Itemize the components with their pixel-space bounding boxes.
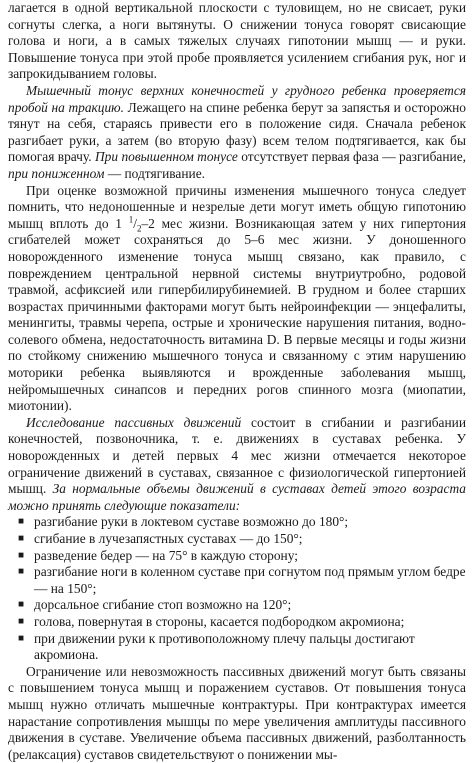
joint-range-list bbox=[8, 514, 466, 663]
traction-text-2: отсутствует первая фаза — разгибание, bbox=[237, 149, 466, 165]
list-item bbox=[8, 614, 466, 631]
bullet-square-icon: ■ bbox=[18, 599, 25, 611]
passive-text-1: состоит в сгибании и разгибании конечностей, позвоночника, т. е. движениях в суставах ребенка. У новорожденных и детей первых 4 мес жизни отмечается некоторое ограничение движений в суставах, связанное с физиологической гипертонией мышц. bbox=[8, 414, 466, 497]
paragraph-tone-causes: При оценке возможной причины изменения мышечного тонуса следует помнить, что недоношенные и незрелые дети могут иметь общую гипотонию мышц вплоть до 1 $^1/_2-2$ мес жизни. Возникающая затем у них гипертония сгибателей может сохраняться до 5–6 мес жизни. У доношенного новорожденного изменение тонуса мышц связано, как правило, с повреждением центральной нервной системы внутриутробно, родовой травмой, асфиксией или гипербилирубинемией. В грудном и более старших возрастах причинными факторами могут быть нейроинфекции — энцефалиты, менингиты, травмы черепа, острые и хронические нарушения питания, водно-солевого обмена, недостаточность витамина D. В первые месяцы и годы жизни по стойкому снижению мышечного тонуса и связанному с этим нарушению моторики ребенка выявляются и врожденные заболевания мышц, нейромышечных синапсов и передних рогов спинного мозга (миопатии, миотонии). bbox=[8, 182, 466, 414]
emphasis-normal-ranges: За нормальные объемы движений в суставах детей этого возраста можно принять следующие показатели: bbox=[8, 481, 466, 513]
list-item-text: разведение бедер — на 75° в каждую сторону; bbox=[34, 547, 298, 563]
fraction-numerator: 1 bbox=[128, 214, 134, 225]
bullet-square-icon: ■ bbox=[18, 533, 25, 544]
paragraph-muscle-tone-test: лагается в одной вертикальной плоскости с туловищем, но не свисает, руки согнуты слегка, а ноги вытянуты. О снижении тонуса говорят свисающие голова и ноги, а в самых тяжелых случаях гипотонии мышц — и руки. Повышение тонуса при этой пробе проявляется усилением сгибания рук, ног и запрокидыванием головы. bbox=[8, 0, 466, 82]
causes-text-2: –2 мес жизни. Возникающая затем у них гипертония сгибателей может сохраняться до 5–6 мес жизни. У доношенного новорожденного изменение тонуса мышц связано, как правило, с повреждением центральной нервной системы внутриутробно, родовой травмой, асфиксией или гипербилирубинемией. В грудном и более старших возрастах причинными факторами могут быть нейроинфекции — энцефалиты, менингиты, травмы черепа, острые и хронические нарушения питания, водно-солевого обмена, недостаточность витамина D. В первые месяцы и годы жизни по стойкому снижению мышечного тонуса и связанному с этим нарушению моторики ребенка выявляются и врожденные заболевания мышц, нейромышечных синапсов и передних рогов спинного мозга (миопатии, миотонии). bbox=[8, 215, 466, 414]
causes-text-1: При оценке возможной причины изменения мышечного тонуса следует помнить, что недоношенные и незрелые дети могут иметь общую гипотонию мышц вплоть до 1 bbox=[8, 182, 466, 231]
list-item-text: при движении руки к противоположному плечу пальцы достигают акромиона. bbox=[34, 630, 415, 663]
bullet-square-icon: ■ bbox=[18, 549, 25, 561]
emphasis-decreased-tone: при пониженном bbox=[8, 165, 105, 181]
list-item bbox=[8, 548, 466, 565]
paragraph-passive-movements bbox=[8, 415, 466, 515]
fraction-denominator: 2 bbox=[136, 223, 142, 234]
emphasis-traction-heading: Мышечный тонус верхних конечностей у грудного ребенка проверяется пробой на тракцию. bbox=[8, 82, 466, 115]
traction-text-3: — подтягивание. bbox=[104, 165, 205, 181]
list-item-text: разгибание руки в локтевом суставе возможно до 180°; bbox=[34, 514, 349, 530]
emphasis-passive-movements: Исследование пассивных движений bbox=[26, 414, 242, 430]
list-item-text: голова, повернутая в стороны, касается подбородком акромиона; bbox=[34, 613, 405, 629]
list-item bbox=[8, 597, 466, 614]
list-item bbox=[8, 531, 466, 548]
paragraph-traction-test bbox=[8, 83, 466, 183]
list-item-text: сгибание в лучезапястных суставах — до 150°; bbox=[34, 531, 303, 546]
paragraph-limitation: Ограничение или невозможность пассивных движений могут быть связаны с повышением тонуса мышц и поражением суставов. От повышения тонуса мышц нужно отличать мышечные контрактуры. При контрактурах имеется нарастание сопротивления мышцы по мере увеличения амплитуды пассивного движения в суставе. Увеличение объема пассивных движений, разболтанность (релаксация) суставов свидетельствуют о понижении мы- bbox=[8, 663, 466, 762]
bullet-square-icon: ■ bbox=[18, 615, 25, 627]
list-item bbox=[8, 564, 466, 597]
bullet-square-icon: ■ bbox=[18, 516, 25, 528]
bullet-square-icon: ■ bbox=[18, 566, 25, 578]
list-item bbox=[8, 514, 466, 531]
emphasis-increased-tone: При повышенном тонусе bbox=[95, 149, 238, 165]
list-item-text: разгибание ноги в коленном суставе при согнутом под прямым углом бедре — на 150°; bbox=[34, 564, 466, 596]
bullet-square-icon: ■ bbox=[18, 632, 25, 644]
traction-text-1: Лежащего на спине ребенка берут за запястья и осторожно тянут на себя, стараясь привести его в положение сидя. Сначала ребенок разгибает руки, а затем (во вторую фазу) всем телом подтягивается, как бы помогая врачу. bbox=[8, 99, 466, 165]
list-item-text: дорсальное сгибание стоп возможно на 120°; bbox=[34, 597, 292, 613]
list-item bbox=[8, 631, 466, 664]
